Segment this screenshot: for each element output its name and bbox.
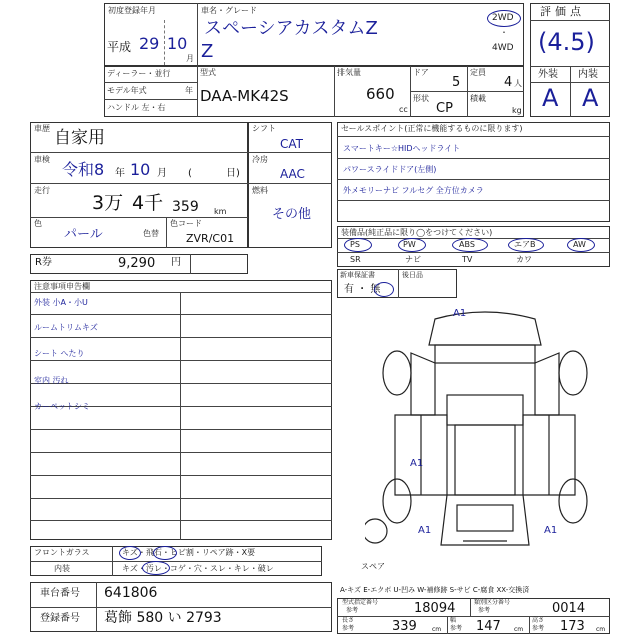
inspection-day-unit: 日) <box>226 168 240 179</box>
equip-ps: PS <box>350 240 360 249</box>
note-3: シート へたり <box>34 349 85 358</box>
spare-label: スペア <box>361 562 385 571</box>
recycle-label: R券 <box>35 257 52 268</box>
era-label: 平成 <box>107 40 132 54</box>
plate-value: 葛飾 580 い 2793 <box>104 610 222 626</box>
recycle-unit: 円 <box>171 257 181 268</box>
shift-value: CAT <box>280 137 303 151</box>
displacement-value: 660 <box>366 85 395 103</box>
damage-mark-left: A1 <box>410 458 424 469</box>
ref-label-3: 参考 <box>342 625 355 632</box>
capacity-label: 定員 <box>470 68 486 77</box>
equip-navi: ナビ <box>405 255 421 264</box>
warranty-label: 新車保証書 <box>340 271 375 279</box>
inspection-month-unit: 月 <box>157 168 167 179</box>
load-unit: kg <box>512 106 522 115</box>
load-label: 積載 <box>470 94 486 103</box>
interior-dirt-circle <box>142 561 170 575</box>
class-code-label: 類別区分番号 <box>474 599 511 606</box>
interior-label: 内装 <box>578 69 598 80</box>
note-2: ルームトリムキズ <box>34 323 98 332</box>
month-unit: 月 <box>186 54 194 63</box>
height-unit: cm <box>596 626 606 633</box>
height-label: 高さ <box>532 617 545 624</box>
reg-month: 10 <box>167 34 188 53</box>
equip-sr: SR <box>350 255 361 264</box>
damage-legend: A-キズ E-エクボ U-凹み W-補修跡 S-サビ C-腐食 XX-交換済 <box>340 586 530 594</box>
car-use-label: 車歴 <box>34 124 50 133</box>
evaluation-score: (4.5) <box>538 28 595 56</box>
model-label: 車名・グレード <box>201 6 257 15</box>
note-5: カーペットシミ <box>34 402 90 411</box>
color-value: パール <box>64 227 103 242</box>
mileage-rest: 359 <box>172 199 199 215</box>
type-code-label: 型式指定番号 <box>342 599 379 606</box>
interior-damage-label: 内装 <box>54 564 70 573</box>
capacity-unit: 人 <box>514 79 522 88</box>
equip-airbag: エアB <box>514 240 536 249</box>
evaluation-label: 評価点 <box>540 5 585 18</box>
inspection-year-unit: 年 <box>115 168 125 179</box>
mileage-label: 走行 <box>34 186 50 195</box>
color-code: ZVR/C01 <box>186 232 235 245</box>
width-label: 幅 <box>450 617 457 624</box>
interior-damage-value: キズ・汚レ・コゲ・穴・スレ・キレ・破レ <box>122 564 274 573</box>
model-year-label: モデル年式 <box>107 86 147 95</box>
displacement-label: 排気量 <box>337 68 361 77</box>
sales-point-1: スマートキー☆HIDヘッドライト <box>343 144 461 153</box>
inspection-era: 令和8 <box>62 160 105 179</box>
front-glass-label: フロントガラス <box>34 548 90 557</box>
length-label: 長さ <box>342 617 355 624</box>
damage-mark-rear-right: A1 <box>544 525 558 536</box>
car-use-value: 自家用 <box>54 128 105 148</box>
color-label: 色 <box>34 219 42 228</box>
width-unit: cm <box>514 626 524 633</box>
chassis-label: 車台番号 <box>40 588 80 599</box>
mileage-sen: 4千 <box>132 192 164 214</box>
note-1: 外装 小A・小U <box>34 298 88 307</box>
color-change-label: 色替 <box>143 229 159 238</box>
inspection-day-open: ( <box>188 168 192 179</box>
ac-value: AAC <box>280 167 305 181</box>
warranty-none-circle <box>374 282 394 297</box>
damage-mark-front: A1 <box>453 308 467 319</box>
car-diagram <box>365 305 605 565</box>
inspection-label: 車検 <box>34 155 50 164</box>
mileage-unit: km <box>214 207 227 216</box>
class-code: 0014 <box>552 601 586 616</box>
grade: Z <box>201 41 214 62</box>
type-code: 18094 <box>414 601 456 616</box>
shape-value: CP <box>436 101 453 116</box>
plate-label: 登録番号 <box>40 613 80 624</box>
length-value: 339 <box>392 619 417 634</box>
year-unit: 年 <box>185 86 193 95</box>
equip-leather: カワ <box>516 255 532 264</box>
glass-scratch-circle <box>119 546 141 560</box>
drive-dot: ・ <box>500 28 508 37</box>
warranty-value: 有 ・ 無 <box>344 284 381 295</box>
door-label: ドア <box>413 68 429 77</box>
color-code-label: 色コード <box>170 219 202 228</box>
recycle-amount: 9,290 <box>118 256 156 271</box>
type-label: 型式 <box>200 68 216 77</box>
width-value: 147 <box>476 619 501 634</box>
notes-label: 注意事項申告欄 <box>34 282 90 291</box>
mileage-man: 3万 <box>92 192 124 214</box>
equip-abs: ABS <box>459 240 475 249</box>
dealer-label: ディーラー・並行 <box>107 69 171 78</box>
exterior-label: 外装 <box>538 69 558 80</box>
model-name: スペーシアカスタムZ <box>204 18 378 39</box>
sales-points-label: セールスポイント(正常に機能するものに限ります) <box>341 124 523 133</box>
reg-year: 29 <box>139 34 160 53</box>
type-value: DAA-MK42S <box>200 87 289 105</box>
damage-mark-rear-left: A1 <box>418 525 432 536</box>
fuel-label: 燃料 <box>252 186 268 195</box>
equip-pw: PW <box>403 240 416 249</box>
ac-label: 冷房 <box>252 155 268 164</box>
ref-label-2: 参考 <box>478 607 491 614</box>
height-value: 173 <box>560 619 585 634</box>
chassis-value: 641806 <box>104 585 158 601</box>
handle-label: ハンドル 左・右 <box>107 103 166 112</box>
front-glass-value: キズ・飛石・ヒビ割・リペア跡・X要 <box>122 548 256 557</box>
ref-label-4: 参考 <box>450 625 463 632</box>
length-unit: cm <box>432 626 442 633</box>
ref-label-5: 参考 <box>532 625 545 632</box>
drive-4wd: 4WD <box>492 43 514 53</box>
sales-point-3: 外メモリーナビ フルセグ 全方位カメラ <box>343 186 484 195</box>
glass-chip-circle <box>153 546 177 560</box>
shape-label: 形状 <box>413 94 429 103</box>
interior-grade: A <box>582 84 599 112</box>
cc-unit: cc <box>399 105 408 114</box>
capacity-value: 4 <box>504 75 513 90</box>
equip-tv: TV <box>462 255 473 264</box>
note-4: 室内 汚れ <box>34 376 69 385</box>
sales-point-2: パワースライドドア(左側) <box>343 165 437 174</box>
fuel-value: その他 <box>272 207 312 222</box>
exterior-grade: A <box>542 84 559 112</box>
record-label: 後日品 <box>402 271 423 279</box>
drive-2wd: 2WD <box>492 13 514 23</box>
equip-aw: AW <box>573 240 586 249</box>
shift-label: シフト <box>252 124 276 133</box>
ref-label-1: 参考 <box>346 607 359 614</box>
equipment-label: 装備品(純正品に限り◯をつけてください) <box>341 228 493 237</box>
door-value: 5 <box>452 75 461 90</box>
inspection-month: 10 <box>130 160 151 179</box>
first-reg-label: 初度登録年月 <box>108 6 156 15</box>
